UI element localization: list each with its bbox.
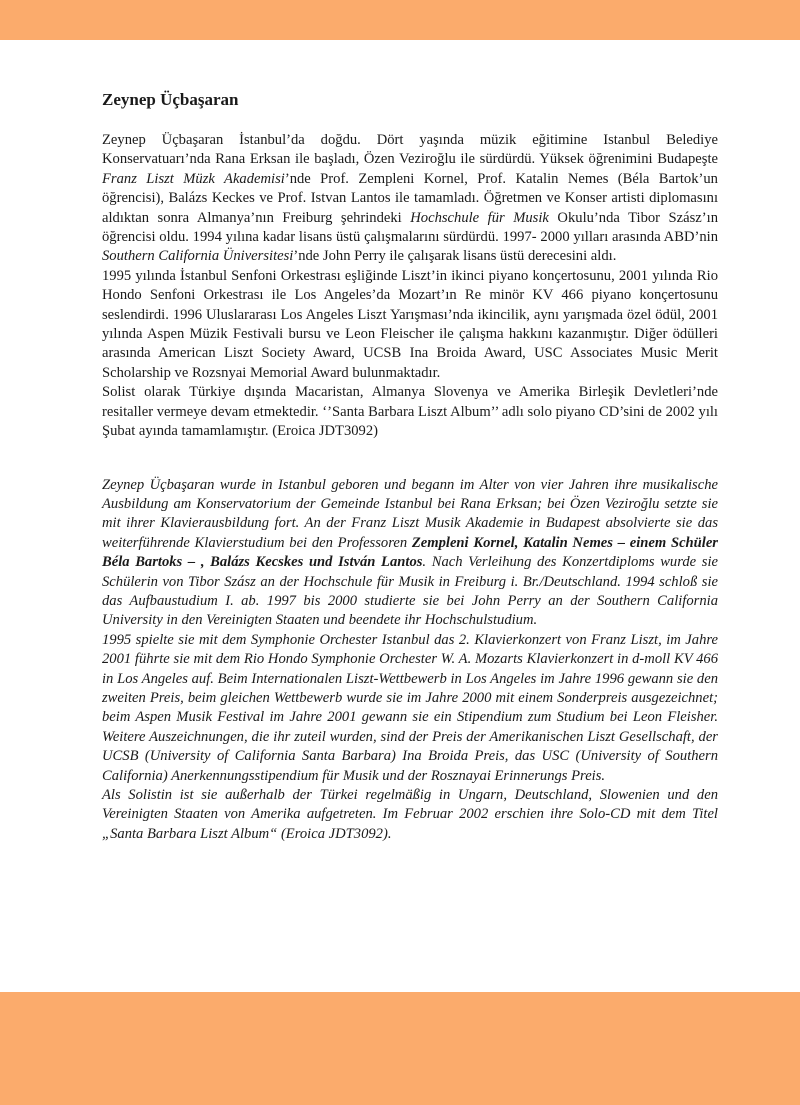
turkish-biography [102,131,718,442]
top-orange-band [0,0,800,40]
turkish-paragraph-2: 1995 yılında İstanbul Senfoni Orkestrası eşliğinde Liszt’in ikinci piyano konçertosunu, 2001 yılında Rio Hondo Senfoni Orkestrası ile Los Angeles’da Mozart’ın Re minör KV 466 piyano konçertosunu seslendirdi. 1996 Uluslararası Los Angeles Liszt Yarışması’nda ikincilik, aynı yarışmada özel ödül, 2001 yılında Aspen Müzik Festivali bursu ve Leon Fleischer ile çalışma hakkını kazanmıştır. Diğer ödülleri arasında American Liszt Society Award, UCSB Ina Broida Award, USC Associates Music Merit Scholarship ve Rozsnyai Memorial Award bulunmaktadır. [102,267,718,381]
turkish-paragraph-1-segment-4: Okulu’nda Tibor Szász’ın öğrencisi oldu. 1994 yılına kadar lisans üstü çalışmalarını sürdürdü. 1997- 2000 yılları arasında ABD’nin [102,209,718,246]
turkish-paragraph-1-segment-5: Southern California Üniversitesi [102,248,294,265]
german-biography [102,476,718,845]
turkish-paragraph-1-segment-2: ’nde Prof. Zempleni Kornel, Prof. Katalin Nemes (Béla Bartok’un öğrencisi), Balázs Keckes ve Prof. Istvan Lantos ile tamamladı. Öğretmen ve Konser artisti diplomasını aldıktan sonra Almanya’nın Freiburg şehrindeki [102,170,718,226]
turkish-paragraph-1-segment-1: Franz Liszt Müzk Akademisi [102,170,285,187]
turkish-paragraph-1-segment-3: Hochschule für Musik [410,209,549,226]
turkish-paragraph-3: Solist olarak Türkiye dışında Macaristan, Almanya Slovenya ve Amerika Birleşik Devletleri’nde resitaller vermeye devam etmektedir. ‘’Santa Barbara Liszt Album’’ adlı solo piyano CD’sini de 2002 yılı Şubat ayında tamamlamıştır. (Eroica JDT3092) [102,384,718,440]
bottom-orange-band [0,992,800,1105]
german-paragraph-1-segment-0: Zeynep Üçbaşaran wurde in Istanbul geboren und begann im Alter von vier Jahren ihre musikalische Ausbildung am Konservatorium der Gemeinde Istanbul bei Rana Erksan; bei Özen Veziroğlu setzte sie mit ihrer Klavierausbildung fort. An der Franz Liszt Musik Akademie in Budapest absolvierte sie das weiterführende Klavierstudium bei den Professoren [102,476,718,551]
turkish-paragraph-1-segment-6: ’nde John Perry ile çalışarak lisans üstü derecesini aldı. [293,248,617,265]
german-paragraph-1-segment-2: . Nach Verleihung des Konzertdiploms wurde sie Schülerin von Tibor Szász an der Hochschule für Musik in Freiburg i. Br./Deutschland. 1994 schloß sie das Aufbaustudium I. ab. 1997 bis 2000 studierte sie bei John Perry an der Southern California University in den Vereinigten Staaten und beendete ihr Hochschulstudium. [102,554,718,629]
document-body [102,88,718,844]
german-paragraph-2: 1995 spielte sie mit dem Symphonie Orchester Istanbul das 2. Klavierkonzert von Franz Liszt, im Jahre 2001 führte sie mit dem Rio Hondo Symphonie Orchester W. A. Mozarts Klavierkonzert in d-moll KV 466 in Los Angeles auf. Beim Internationalen Liszt-Wettbewerb in Los Angeles im Jahre 1996 gewann sie den zweiten Preis, beim gleichen Wettbewerb wurde sie im Jahre 2000 mit einem Sonderpreis ausgezeichnet; beim Aspen Musik Festival im Jahre 2001 gewann sie ein Stipendium zum Studium bei Leon Fleisher. Weitere Auszeichnungen, die ihr zuteil wurden, sind der Preis der Amerikanischen Liszt Gesellschaft, der UCSB (University of California Santa Barbara) Ina Broida Preis, das USC (University of Southern California) Anerkennungsstipendium für Musik und der Rosznayai Erinnerungs Preis. [102,631,718,784]
turkish-paragraph-1-segment-0: Zeynep Üçbaşaran İstanbul’da doğdu. Dört yaşında müzik eğitimine Istanbul Belediye Konservatuarı’nda Rana Erksan ile başladı, Özen Veziroğlu ile sürdürdü. Yüksek öğrenimini Budapeşte [102,132,718,168]
german-paragraph-1 [102,476,718,631]
german-paragraph-1-segment-1: Zempleni Kornel, Katalin Nemes – einem Schüler Béla Bartoks – , Balázs Kecskes und István Lantos [102,534,718,571]
page-title: Zeynep Üçbaşaran [102,90,239,109]
turkish-paragraph-1 [102,131,718,267]
german-paragraph-3: Als Solistin ist sie außerhalb der Türkei regelmäßig in Ungarn, Deutschland, Slowenien und den Vereinigten Staaten von Amerika aufgetreten. Im Februar 2002 erschien ihre Solo-CD mit dem Titel „Santa Barbara Liszt Album“ (Eroica JDT3092). [102,787,718,842]
